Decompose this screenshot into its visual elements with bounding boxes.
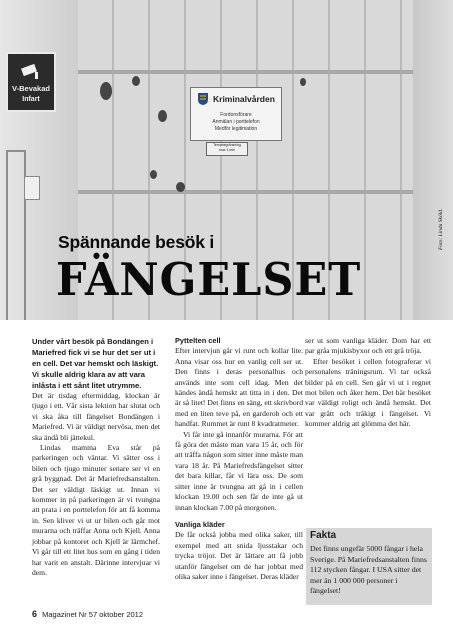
photo-credit: Foto: Linda Sköld. [438, 208, 444, 250]
page-number: 6 [32, 609, 38, 619]
headline-main: FÄNGELSET [56, 253, 362, 307]
headline-kicker: Spännande besök i [58, 232, 215, 252]
article-column-2 [175, 336, 303, 582]
fact-box-text: Det finns ungefär 5000 fångar i hela Sverige. På Mariefredsanstalten finns 112 stycken fångar. I USA sitter det mer än 1 000 000 personer i fängelset! [310, 544, 427, 596]
sign-line1: V-Bevakad [12, 84, 50, 93]
fact-box [306, 528, 432, 605]
article-column-1 [32, 336, 160, 578]
paragraph: Efter besöket i cellen fotograferar vi personalens träningsrum. Vi tar också bilder på en cell. Sen går vi ut i regnet mot bilen och åker hem. Det här besöket var väldigt roligt och ändå hemskt. Det var grått och tråkigt i fängelset. Vi kommer aldrig att glömma det här. [305, 356, 431, 429]
agency-line: Fordonsförare [220, 112, 252, 118]
crown-logo-icon [197, 92, 209, 106]
paragraph: Lindas mamma Eva står på parkeringen och väntar. Vi sätter oss i bilen och tjugo minuter senare ser vi en grå byggnad. Det är Mariefredsanstalten. Det ser väldigt läskigt ut. Innan vi kommer in på parkeringen är vi tvungna att prata i en porttelefon för att få komma in. Sen kliver vi ut ur bilen och går mot murarna och träffar Anna och Kjell. Anna jobbar på kontoret och Kjell är lärmchef. Vi går till ett litet hus som en gång i tiden har varit en anstalt. Därinne intervjuar vi dem. [32, 443, 160, 577]
gate-bar [78, 190, 418, 194]
speed-sign-line2: max 1 min [218, 148, 236, 152]
agency-title: Kriminalvården [213, 94, 275, 104]
speed-sign-line1: Tempbegränsning [213, 143, 241, 147]
speed-limit-sign [206, 142, 248, 156]
sign-line2: Infart [22, 96, 40, 103]
paint-spot [176, 182, 185, 192]
fact-box-title: Fakta [310, 530, 337, 541]
article-column-3 [305, 336, 431, 430]
surveillance-sign [6, 52, 56, 112]
paint-spot [100, 82, 112, 100]
agency-sign [190, 87, 282, 141]
camera-icon [20, 60, 42, 82]
right-wall [413, 0, 453, 320]
paragraph: De får också jobba med olika saker, till exempel med att snida ljusstakar och trycka tröjor. Det är lättare att få jobb utanför fängelset om de har jobbat med olika saker inne i fängelset. Deras kläder [175, 530, 303, 581]
page-footer [32, 609, 143, 619]
paragraph: ser ut som vanliga kläder. Dom har ett par gråa mjukisbyxor och ett grå tröja. [305, 336, 431, 356]
paint-spot [300, 78, 306, 86]
intercom-box [24, 176, 40, 200]
paint-spot [150, 170, 157, 179]
subheading: Vanliga kläder [175, 519, 225, 529]
article-intro: Under vårt besök på Bondängen i Mariefred fick vi se hur det ser ut i en cell. Det var hemskt och läskigt. Vi skulle aldrig klara av att vara inlåsta i ett sånt litet utrymme. [32, 337, 159, 390]
subheading: Pyttelten cell [175, 336, 221, 345]
agency-line: Medför legitimation [214, 126, 258, 132]
paint-spot [158, 110, 167, 122]
paragraph: Vi får inte gå innanför murarna. För att få göra det måste man vara 15 år, och för att träffa någon som sitter inne måste man vara 18 år. På Mariefredsfängelset sitter det bara killar, får vi lära oss. De som sitter inne är tvungna att gå in i cellen klockan 19.00 och sen får de inte gå ut innan klockan 7.00 på morgonen. [175, 429, 303, 512]
paragraph: Efter intervjun går vi runt och kollar lite. Anna visar oss hur en vanlig cell ser ut. Den finns i deras personalhus och används inte som cell idag. Men det kändes ändå hemskt att titta in i den. Det är så litet! Det finns en säng, ett skrivbord med en liten teve på, en garderob och ett handfat. Rummet är runt 8 kvadratmeter. [175, 346, 303, 429]
paragraph: Det är tisdag eftermiddag, klockan är tjugo i ett. Vår sista lektion har slutat och vi ska åka till fängelset Bondängen i Mariefred. Vi är väldigt nervösa, men det ska ändå bli jättekul. [32, 391, 160, 442]
magazine-issue: Magazinet Nr 57 oktober 2012 [42, 610, 144, 619]
gate-bar [78, 70, 418, 74]
paint-spot [132, 76, 140, 86]
agency-line: Anmälan i porttelefon [212, 119, 260, 125]
door-frame [6, 150, 26, 320]
